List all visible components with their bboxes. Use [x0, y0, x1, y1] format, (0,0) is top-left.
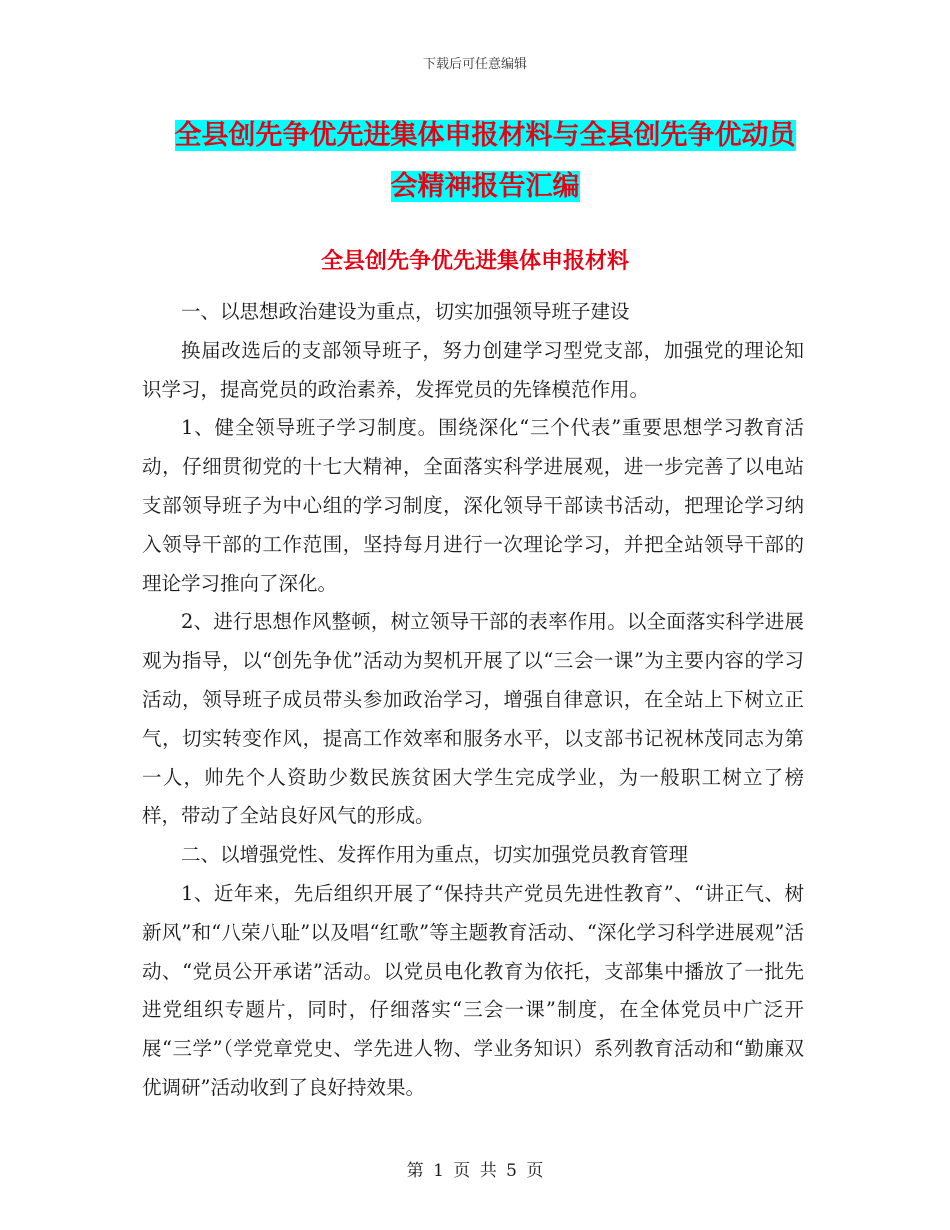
- paragraph: 换届改选后的支部领导班子，努力创建学习型党支部，加强党的理论知识学习，提高党员的政治素养，发挥党员的先锋模范作用。: [142, 338, 804, 401]
- paragraph: 2、进行思想作风整顿，树立领导干部的表率作用。以全面落实科学进展观为指导，以“创先争优”活动为契机开展了以“三会一课”为主要内容的学习活动，领导班子成员带头参加政治学习，增强自律意识，在全站上下树立正气，切实转变作风，提高工作效率和服务水平，以支部书记祝林茂同志为第一人，帅先个人资助少数民族贫困大学生完成学业，为一般职工树立了榜样，带动了全站良好风气的形成。: [142, 610, 804, 828]
- document-body: [142, 293, 804, 1108]
- heading-2: 二、以增强党性、发挥作用为重点，切实加强党员教育管理: [181, 843, 689, 867]
- paragraph: 1、健全领导班子学习制度。围绕深化“三个代表”重要思想学习教育活动，仔细贯彻党的十七大精神，全面落实科学进展观，进一步完善了以电站支部领导班子为中心组的学习制度，深化领导干部读书活动，把理论学习纳入领导干部的工作范围，坚持每月进行一次理论学习，并把全站领导干部的理论学习推向了深化。: [142, 416, 804, 595]
- document-title-line-2: 会精神报告汇编: [390, 171, 580, 202]
- page-header-note: 下载后可任意编辑: [422, 57, 527, 72]
- paragraph: 1、近年来，先后组织开展了“保持共产党员先进性教育”、“讲正气、树新风”和“八荣八耻”以及唱“红歌”等主题教育活动、“深化学习科学进展观”活动、“党员公开承诺”活动。以党员电化教育为依托，支部集中播放了一批先进党组织专题片，同时，仔细落实“三会一课”制度，在全体党员中广泛开展“三学”（学党章党史、学先进人物、学业务知识）系列教育活动和“勤廉双优调研”活动收到了良好持效果。: [142, 881, 804, 1099]
- document-title: [150, 110, 820, 212]
- document-title-line-1: 全县创先争优先进集体申报材料与全县创先争优动员: [174, 120, 796, 151]
- page-number-footer: 第 1 页 共 5 页: [406, 1161, 544, 1181]
- heading-1: 一、以思想政治建设为重点，切实加强领导班子建设: [181, 300, 630, 323]
- section-title: 全县创先争优先进集体申报材料: [320, 249, 629, 274]
